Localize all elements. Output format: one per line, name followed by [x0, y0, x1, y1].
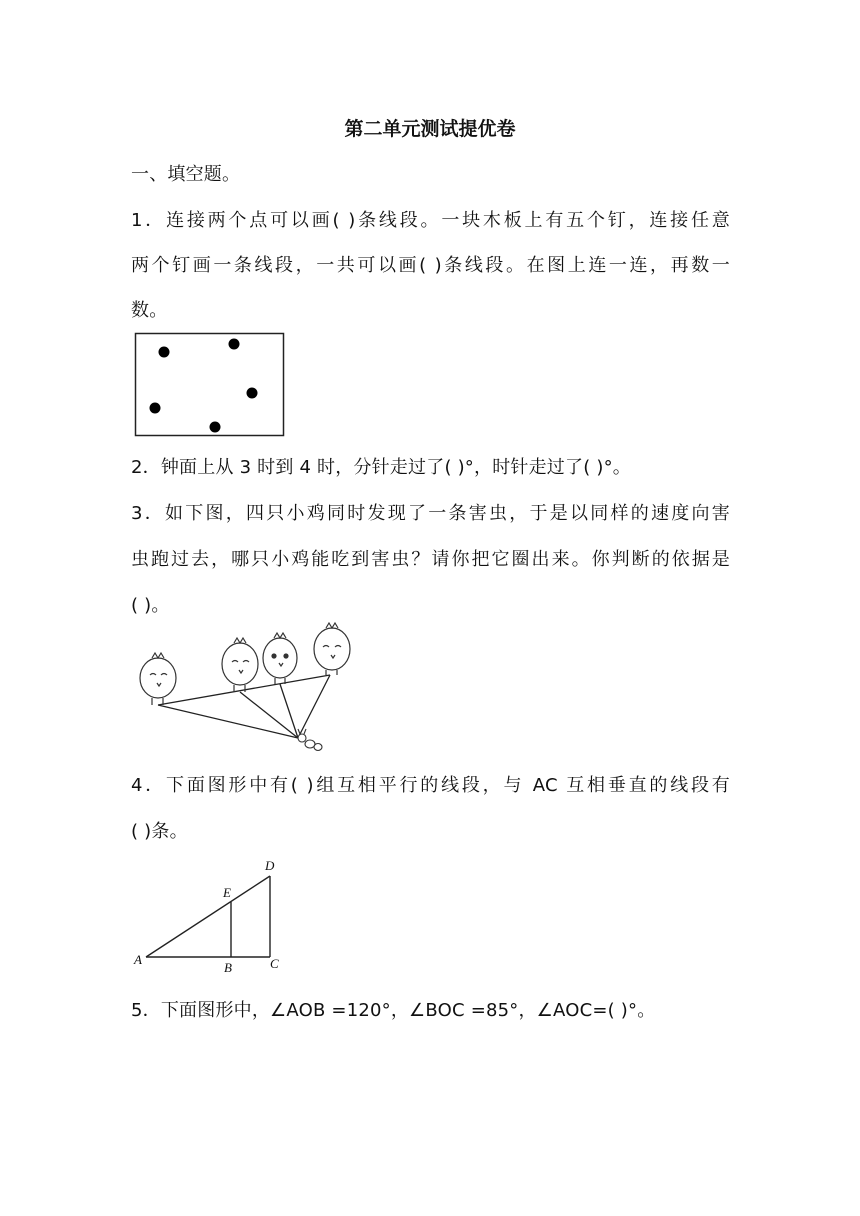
- label-d: D: [265, 858, 275, 873]
- q1-line-2: 两个钉画一条线段，一共可以画( )条线段。在图上连一连，再数一: [131, 255, 730, 276]
- page-title: 第二单元测试提优卷: [344, 118, 516, 140]
- nail-dot: [159, 347, 170, 358]
- section-heading: 一、填空题。: [131, 164, 241, 185]
- q3-line-2: 虫跑过去，哪只小鸡能吃到害虫？请你把它圈出来。你判断的依据是: [131, 549, 730, 570]
- nail-dot: [247, 388, 258, 399]
- nail-dot: [210, 422, 221, 433]
- triangle-segments: [146, 876, 270, 957]
- nail-dot: [229, 339, 240, 350]
- chick-icon[interactable]: [140, 653, 176, 705]
- q2-line-1: 2．钟面上从 3 时到 4 时，分针走过了( )°，时针走过了( )°。: [131, 457, 631, 478]
- nail-dot: [150, 403, 161, 414]
- q5-line-1: 5．下面图形中，∠AOB =120°，∠BOC =85°，∠AOC=( )°。: [131, 1000, 656, 1021]
- label-e: E: [223, 885, 231, 900]
- q1-line-1: 1．连接两个点可以画( )条线段。一块木板上有五个钉，连接任意: [131, 210, 730, 231]
- chicks-and-bug-figure: [130, 620, 370, 760]
- board-frame: [136, 334, 284, 436]
- q3-line-3: ( )。: [131, 595, 170, 616]
- q4-line-2: ( )条。: [131, 821, 188, 842]
- label-c: C: [270, 956, 279, 971]
- q1-line-3: 数。: [131, 300, 168, 321]
- label-a: A: [134, 952, 142, 967]
- chick-icon[interactable]: [263, 633, 297, 684]
- triangle-figure: [130, 856, 290, 976]
- label-b: B: [224, 960, 232, 975]
- chick-icon[interactable]: [222, 638, 258, 692]
- nail-board-figure: [134, 332, 286, 438]
- chick-icon[interactable]: [314, 623, 350, 675]
- q4-line-1: 4．下面图形中有( )组互相平行的线段，与 AC 互相垂直的线段有: [131, 775, 730, 796]
- q3-line-1: 3．如下图，四只小鸡同时发现了一条害虫，于是以同样的速度向害: [131, 503, 730, 524]
